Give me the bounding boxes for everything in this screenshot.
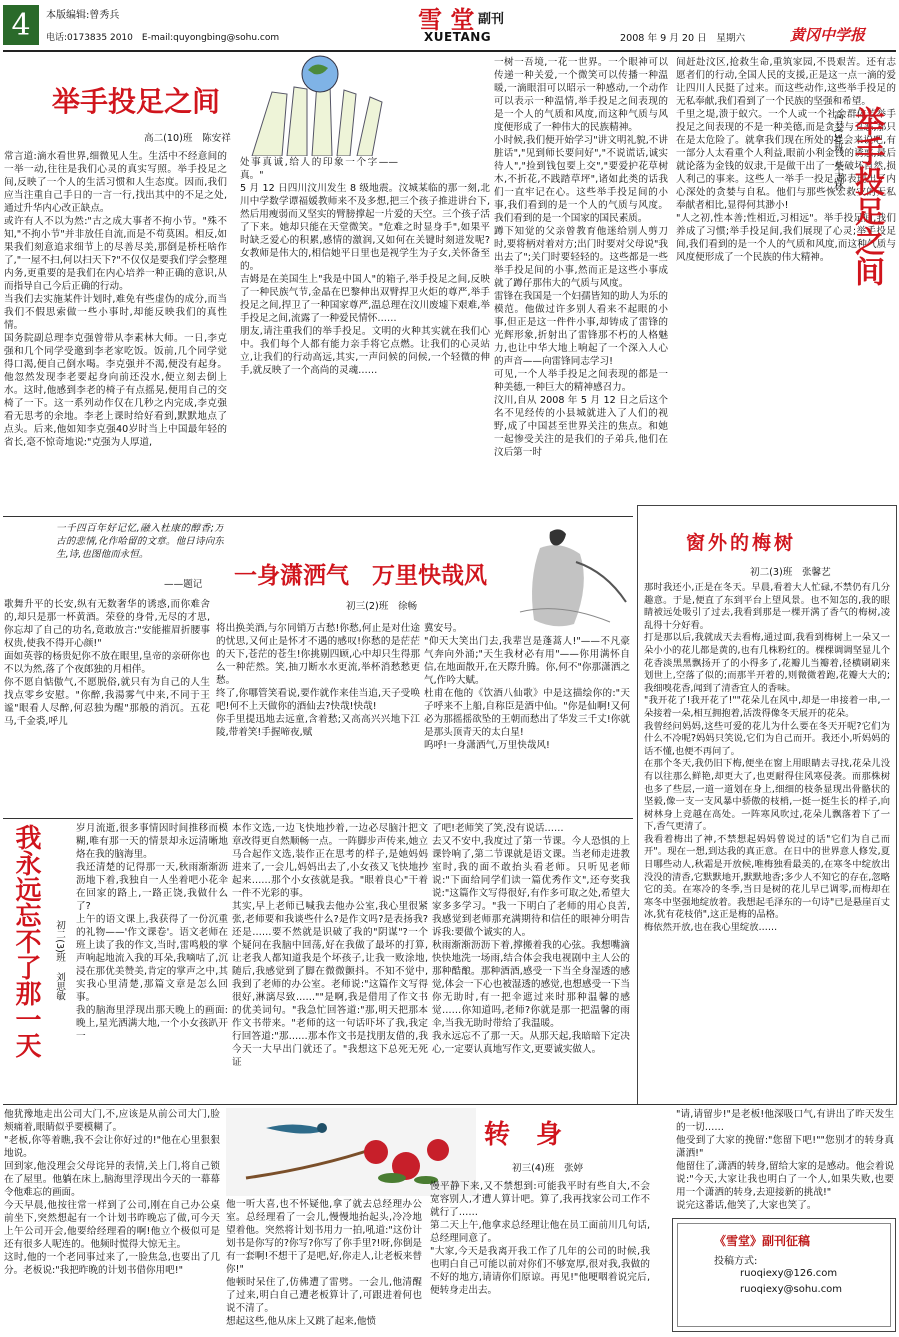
paper-name: 雪 堂 [418, 5, 475, 34]
article3-body: 那时我还小,正是在冬天。早晨,看着大人忙碌,不禁仍有几分趣意。于是,便直了东到平台上望风景。也不知怎的,我的眼睛被远处吸引了过去,我看到那是一棵开满了香气的梅树,凌乱得十分好看。 打是那以后,我就成天去看梅,通过面,我看到梅树上一朵又一朵小小的花儿都是黄的,也有几株粉红的。棵棵调调坚显儿个花香淡黑黑飘扬开了的小得多了,花瓣儿当瓣着,径横刷刷来划世上,空落了似的;而那半开着的,则微微着跑,花瓣大大的;我细嗅花香,闻到了清香宜人的香味。 "我开花了!我开花了!""花朵儿在风中,却是一串接着一串,一朵接着一朵,相互拥抱着,活泼得像冬天展开的花朵。 我曾经问妈妈,这些可爱的花儿为什么要在冬天开呢?它们为什么不冷呢?妈妈只笑说,它们为自己而开。我还小,听妈妈的话不懂,也便不再问了。 在那个冬天,我仍旧下梅,便坐在窗上用眼睛去寻找,花朵儿没有以往那么鲜艳,却更大了,也更耐得住风寒侵袭。而那株树也多了些层,一道一道划在身上,细细的枝条显现出骨骼状的坚毅,像一支一支风暴中骄傲的枝梢,一挺一挺生长的样子,向树林身上竞越在高处。一阵寒风吹过,花朵儿飘落着下了一下,香气更清了。 我看着梅出了神,不禁想起妈妈曾说过的话"它们为自己而开"。现在一想,到达我的真正意。在日中的世界意人修发,夏日哪些动人,秋霜是开放候,唯梅独看最美的,在寒冬中绽放出没没的清香,它默默地开,默默地香;多少人不知它的存在,忽略它的美。在寒冷的冬季,当日是树的花儿早已调零,而梅却在寒冬中坚强地绽放着。我想起毛泽东的一句诗"已是悬崖百丈冰,犹有花枝俏",这正是梅的品格。 梅依然开放,也在我心里绽放…… [644, 582, 890, 934]
article4-column-1: 他犹豫地走出公司大门,不,应该是从前公司大门,脸颊痛着,眼睛似乎要模糊了。 "老板,你等着瞧,我不会让你好过的!"他在心里狠狠地说。 回到家,他没理会父母诧异的表情,关上门,将自己锁在了屋里。他躺在床上,脑海里浮现出今天的一幕幕令他难忘的画面。 今天早晨,他按往常一样到了公司,刚在自己办公桌前坐下,突然想起有一个计划书昨晚忘了做,可今天上午公司开会,他要给经理看的啊!他立个极似可是还有很多人呢连的。他频时慌得大惊无主。 这时,他的一个老同事过来了,一脸焦急,也要出了几分。老板说:"我把昨晚的计划书借你用吧!" [4, 1109, 220, 1276]
poem-epigraph-attribution: ——题记 [164, 579, 203, 590]
paper-label: 副刊 [478, 12, 505, 27]
submission-method-label: 投稿方式: [714, 1256, 758, 1267]
submission-notice-title: 《雪堂》副刊征稿 [714, 1234, 811, 1248]
article2-column-2: 本作文选,一边飞快地抄着,一边必尽脑汁把文章改得更自然顺畅一点。一阵脚步声传来,她立马合起作文选,装作正在思考的样子,是她妈妈进来了,一会儿,妈妈出去了,小女孩又飞快地抄起来……那个小女孩就是我。"眼着良心"干着一件不光彩的事。 其实,早上老师已喊我去他办公室,我心里很紧张,老师要和我谈些什么?是作文吗?是表扬我?还是……要不然就是识破了我的"阴谋"?一个个疑问在我脑中回荡,好在我做了最坏的打算,让老我人都知道我是个坏孩子,让我一败涂地,随后,我感觉到了脚在微微颤抖。不知不觉中,我到了老师的办公室。老师说:"这篇作文写得很好,淋漓尽致……""是啊,我是借用了作文书的优美词句。"我急忙回答道:"那,明天把那本作文书带来。"老师的这一句话吓坏了我,我定行回答道:"那……那本作文书是找朋友借的,我今天一大早出门就还了。"我想这下总死无死证 [232, 823, 428, 1068]
hands-globe-illustration [232, 52, 402, 156]
school-logo: 黄冈中学报 [790, 26, 866, 44]
divider-3 [3, 1104, 896, 1105]
article1b-column-2: 间赶赴汶区,抢救生命,重筑家园,不畏艰苦。还有志愿者们的行动,全国人民的支援,正是这一点一滴的爱让四川人民挺了过来。而这些动作,这些举手投足的无私奉献,我们看到了一个民族的坚强和希望。 千里之堤,溃于蚁穴。一个人或一个社会群体若举手投足之间表现的不是一种美德,而是贪婪与丑恶,那只在是太危险了。就拿我们现在所处的社会来说吧,有一部分人太看重个人利益,眼前小利金钱的诱惑,最后就论落为金钱的奴隶,干是做干出了一些破坏自然,损人利己的事来。这些人一举手一投足,都表现出了内心深处的贪婪与自私。他们与那些恢宏救灾的无私奉献者相比,显得何其渺小! "人之初,性本善;性相近,习相远"。举手投足间,我们养成了习惯;举手投足间,我们展现了心灵;举手投足间,我们看到的是一个人的气质和风度,而这种气质与风度便形成了一个民族的伟大精神。 [676, 57, 896, 263]
article4-column-4: "请,请留步!"是老板!他深吸口气,有讲出了昨天发生的一切…… 他受到了大家的挽留:"您留下吧!""您别才的转身真潇洒!" 他留住了,潇洒的转身,留给大家的是感动。他会着说说:"今天,大家让我也明白了一个人,如果失败,也要用一个潇洒的转身,去迎接新的挑战!" 说完这番话,他笑了,大家也笑了。 [676, 1109, 894, 1211]
issue-date: 2008 年 9 月 20 日 星期六 [620, 33, 746, 44]
article3-title: 窗外的梅树 [686, 532, 797, 554]
submission-email-1[interactable]: ruoqiexy@126.com [740, 1268, 838, 1279]
article1-column-1: 常言道:滴水看世界,细微见人生。生活中不经意间的一举一动,往往是我们心灵的真实写照。举手投足之间,反映了一个人的生活习惯和人生态度。因而,我们应当注重自己手日的一言一行,找出其中的不足之处,通过升华内心改正缺点。 或许有人不以为然:"古之成大事者不拘小节。"殊不知,"不拘小节"并非放任自流,而是不苟莫困。相反,如果我们刻意追求细节上的尽善尽美,那倒是桥枉啥作了,"一屋不扫,何以扫天下?"不仅仅是要我们学会整理内务,更重要的是我们在内心培养一种正确的意识,从而指导自己今后正确的行动。 当我们去实施某件计划时,难免有些虚伪的成分,而当我们不假思索做一些小事时,却能反映我们的真性情。 国务院副总理李克强曾带从李素林大师。一日,李克强和几个同学受邀到李老家吃饭。饭前,几个同学觉得口渴,便自己倒水喝。李克强并不渴,便没有起身。他忽然发现李老要起身向前还没水,便立刻去倒上水。这时,他感到李老的椅子有点摇晃,便用自己的交椅了一下。这一系列动作仅在几秒之内完成,李克强看无思考的余地。李老上课时给好看到,默默地点了点头。后来,他如知李克强40岁时当上中国最年轻的省长,毫不惊奇地说:"克强为人厚道, [4, 151, 227, 448]
poem-epigraph: 一千四百年好记忆,融入杜康的醇香;万古的悲情,化作哈留的文章。他日诗向东生,诗,也图他而永恒。 [56, 523, 224, 560]
article4-byline: 初三(4)班 张婷 [512, 1163, 584, 1174]
header-rule [3, 50, 896, 52]
article1-column-2: 5 月 12 日四川汶川发生 8 级地震。汶城某临的那一刻,北川中学数学谭福媛教师来不及多想,把三个孩子推进讲台下,然后用瘦弱而又坚实的臂膀撑起一片爱的天空。三个孩子活了下来。她却只能在天堂微笑。"危难之时显身手",如果平时缺乏爱心的积累,感情的激润,又如何在关键时刻迸发呢?女教师是伟大的,相信她平日里也是视学生为子女,关怀备至的。 吉姆是在美国生上"我是中国人"的箱子,举手投足之间,反映了一种民族气节,金晶在巴黎伸出双臂捍卫火炬的尊严,举手投足之间,捍卫了一种国家尊严,温总理在汶川废墟下艰难,举手投足之间,流露了一种爱民情怀…… 朋友,请注重我们的举手投足。文明的火种其实就在我们心中。我们每个人都有能力亲手将它点燃。让我们的心灵站立,让我们的行动高远,其实,一声问候的问候,一个轻微的伸手,就反映了一个高尚的灵魂…… [240, 183, 490, 376]
editor-line: 本版编辑:曾秀兵 [46, 10, 120, 21]
poem-column-2: 将出换美酒,与尔同销万古愁!你愁,何止是对仕途的忧思,又何止是怀才不遇的感叹!你愁的是茫茫的天下,苍茫的苍生!你挑剔四顾,心中却只生得那么一种茫然。笑,抽刀断水水更流,举杯消愁愁更愁。 终了,你哪管笑看说,要作就作来佳当追,天子受唤吧!何不上天做你的酒仙去?快哉!快哉! 你手里提迅地去远童,含着愁;又高高兴兴地下江陵,带着笑!手握啼夜,赋 [216, 623, 420, 738]
article1b-vertical-byline: 高二(3)班 朱志林 [832, 110, 843, 191]
article1-column-2a: 处事真诚,给人的印象一个字——真。" [240, 157, 398, 181]
divider-1 [3, 516, 633, 517]
article1-title: 举手投足之间 [52, 85, 221, 118]
article4-column-2: 他一听大喜,也不怀疑他,拿了就去总经理办公室。总经理看了一会儿,慢慢地抬起头,冷冷地望着他。突然将计划书用力一拍,吼道:"这份计划书是你写的?你写?你写了你手里?!呀,你倒是有一套啊!不想干了是吧,好,你走人,让老板来替你!" 他顿时呆住了,仿佛遭了雷劈。一会儿,他清醒了过来,明白自己遭老板算计了,可跟进着何也说不清了。 想起这些,他从床上又跳了起来,他愤 [226, 1199, 422, 1327]
poem-title: 一身潇洒气 万里快哉风 [234, 562, 487, 589]
poem-byline: 初三(2)班 徐畅 [346, 601, 418, 612]
divider-2 [3, 818, 633, 819]
paper-english: XUETANG [424, 30, 492, 44]
article3-byline: 初二(3)班 张馨艺 [750, 567, 831, 578]
article2-vertical-byline: 初二(3)班 刘思敏 [54, 920, 65, 1001]
article4-title: 转 身 [484, 1120, 563, 1150]
article1-byline: 高二(10)班 陈安祥 [144, 133, 231, 144]
poem-column-1: 歌舞升平的长安,纵有无数奢华的诱惑,而你难舍的,却只是那一杯黄酒。荣登的身骨,无尽的才思,你忘却了自己的功名,竟敢放言:"安能摧眉折腰事权贵,使我不得开心颜!" 面如英蓉的杨贵妃你不放在眼里,皇帝的亲研你也不以为然,落了个夜郎独的月相伴。 你不愿自惦傲气,不愿脱俗,就只有为自己的人生找点零乡安慰。"你醉,我湯雾气中来,不同于王谧"眼看人尽醉,何忍独为醒"那般的消沉。五花马,千金裘,呼儿 [4, 599, 210, 727]
contact-line: 电话:0173835 2010 E-mail:quyongbing@sohu.com [46, 33, 280, 43]
article1b-column-1: 一树一吾境,一花一世界。一个眼神可以传递一种关爱,一个微笑可以传播一种温暖,一滴眼泪可以昭示一种感动,一个动作可以表示一种温情,举手投足之间表现的是一个人的气质和风度,而这种气质与风度便形成了一种伟大的民族精神。 小时候,我们便开始学习"讲文明礼貌,不讲脏话","见到师长要问好","不说谎话,诚实待人","捡到钱包要上交","要爱护花草树木,不折花,不践踏草坪",诸如此类的话我们一直牢记在心。这些举手投足间的小事,我们看到的是一个人的气质与风度。我们看到的是一个国家的国民素质。 蹲下知觉的父亲曾教育他迷给别人剪刀时,要将柄对着对方;出门时要对父母说"我出去了";关门时要轻轻的。这些都是一些举手投足间的小事,然而正是这些小事成就了蹲仔那伟大的气质与风度。 雷锋在我国是一个妇孺皆知的助人为乐的模范。他做过许多别人看来不起眼的小事,但正是这一件件小事,却铸成了雷锋的光辉形象,折射出了雷锋那不朽的人格魅力,也让中华大地上响起了一个深入人心的声音——向雷锋同志学习! 可见,一个人举手投足之间表现的都是一种美德,一种巨大的精神感召力。 汶川,自从 2008 年 5 月 12 日之后这个名不见经传的小县城就进入了人们的视野,成了中国甚至世界关注的焦点。和她一起惨受关注的是我们的子弟兵,他们在汶后第一时 [494, 57, 668, 458]
page-number: 4 [11, 8, 31, 43]
ink-figure-illustration [480, 522, 632, 634]
article1b-vertical-title: 举手投足之间 [849, 106, 884, 286]
article2-column-3: 了吧!老师笑了笑,没有说话…… 去又不安中,我度过了第一节课。今人恐惧的上课铃响了,第二节课就是语文课。当老师走进教室时,我的面不敢抬头看老师。只听见老师说:"下面给同学们读一篇优秀作文",还夸奖我说:"这篇作文写得很好,有作多可取之处,希望大家多多学习。"我一下明白了老师的用心良苦,我感觉到老师那充满期待和信任的眼神分明告诉我:要做个诚实的人。 秋雨渐渐沥沥下着,撑搬着我的心弦。我想嘴滴快快地洗一场雨,结合体会我电视剧中主人公的那种酷酿。那种酒酒,感受一下当全身湿透的感觉,体会一下心也被湿透的感觉,也想感受一下当你无助时,有一把伞遮过来时那种温馨的感觉……你知道吗,老师?你就是那一把温馨的雨伞,当我无助时带给了我温暖。 我永远忘不了那一天。从那天起,我暗暗下定决心,一定要认真地写作文,更要诚实做人。 [432, 823, 630, 1055]
article2-vertical-title: 我永远忘不了那一天 [11, 824, 41, 1058]
poem-column-3: 冀安号。 "仰天大笑出门去,我辈岂是蓬蒿人!"——不凡豪气奔向外涌;"天生我材必有用"——你用满怀自信,在地面散开,在天際升腾。你,何不"你那潇洒之气,作吟大赋。 杜甫在他的《饮酒八仙歌》中是这描绘你的:"天子呼来不上船,自称臣是酒中仙。"你是仙啊!又何必为那摇摇欲坠的王朝而愁出了华发三千丈!你就是那头顶青天的太白星! 呜呼!一身潇洒气,万里快哉风! [424, 623, 630, 751]
article4-column-3: 慢平静下来,又不禁想到:可能我平时有些自大,不会宽容别人,才遭人算计吧。算了,我再找家公司工作不就行了…… 第二天上午,他拿求总经理让他在员工面前川几句话,总经理同意了。 "大家,今天是我离开我工作了几年的公司的时候,我也明白自己可能以前对你们不够宽厚,很对我,我做的不好的地方,请请你们原谅。再见!"他哽咽着说完后,便转身走出去。 [430, 1181, 650, 1296]
submission-email-2[interactable]: ruoqiexy@sohu.com [740, 1284, 843, 1295]
article2-column-1: 岁月流逝,很多事情因时间推移而模糊,唯有那一天的情景却永远清晰地烙在我的脑海里。 我还清楚的记得那一天,秋雨渐渐沥沥地下着,我独自一人坐着吧小花伞在回家的路上,一路正饶,我做什么了? 上午的语文课上,我获得了一份沉重的礼物——'作文课卷'。语文老师在班上读了我的作文,当时,雷鸣般的掌声响起地流入我的耳朵,我嘀咕了,沉浸在那优美赞美,肯定的掌声之中,其实我心里清楚,那篇文章是怎么回事。 我的脑海里浮现出那天晚上的画面:晚上,星光洒满大地,一个小女孩趴开一 [76, 823, 228, 1042]
